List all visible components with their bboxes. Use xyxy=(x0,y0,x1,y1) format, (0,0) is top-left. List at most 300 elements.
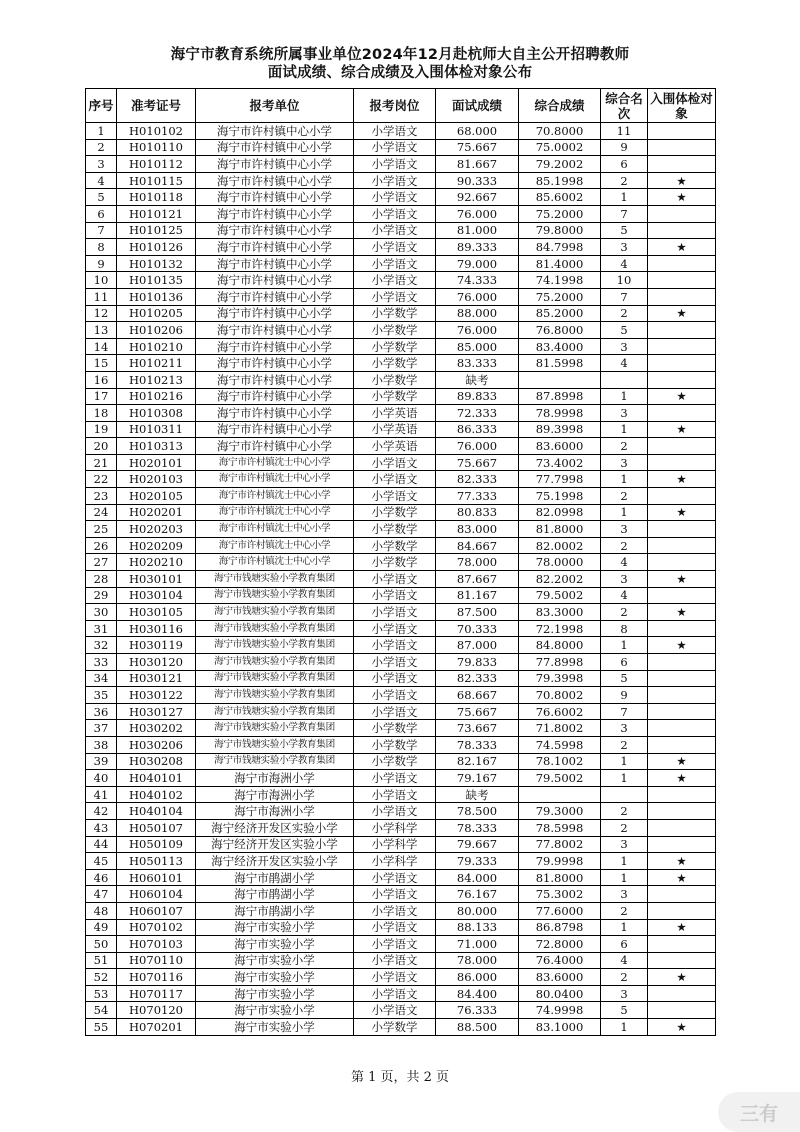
header-position: 报考岗位 xyxy=(354,89,436,123)
cell-position: 小学数学 xyxy=(354,305,436,322)
table-row xyxy=(86,454,716,471)
cell-position: 小学数学 xyxy=(354,355,436,372)
table-row xyxy=(86,687,716,704)
cell-exam-id: H010308 xyxy=(117,405,196,422)
cell-interview-score: 86.333 xyxy=(436,421,519,438)
cell-rank: 2 xyxy=(601,969,648,986)
cell-rank: 6 xyxy=(601,654,648,671)
cell-seq: 11 xyxy=(86,288,117,305)
cell-rank: 2 xyxy=(601,488,648,505)
cell-seq: 16 xyxy=(86,371,117,388)
cell-unit: 海宁经济开发区实验小学 xyxy=(196,836,354,853)
cell-rank: 2 xyxy=(601,305,648,322)
cell-unit: 海宁市钱塘实验小学教育集团 xyxy=(196,587,354,604)
cell-exam-id: H040102 xyxy=(117,786,196,803)
cell-shortlist-star xyxy=(648,1002,716,1019)
cell-interview-score: 83.000 xyxy=(436,521,519,538)
cell-exam-id: H060104 xyxy=(117,886,196,903)
cell-shortlist-star xyxy=(648,985,716,1002)
cell-rank: 1 xyxy=(601,471,648,488)
cell-total-score: 77.7998 xyxy=(519,471,601,488)
cell-position: 小学语文 xyxy=(354,919,436,936)
cell-total-score: 82.0998 xyxy=(519,504,601,521)
cell-rank: 1 xyxy=(601,189,648,206)
cell-total-score: 82.2002 xyxy=(519,571,601,588)
cell-exam-id: H060101 xyxy=(117,869,196,886)
cell-interview-score: 79.000 xyxy=(436,255,519,272)
cell-position: 小学语文 xyxy=(354,902,436,919)
table-row xyxy=(86,753,716,770)
table-row xyxy=(86,886,716,903)
cell-total-score: 84.7998 xyxy=(519,239,601,256)
cell-unit: 海宁市许村镇中心小学 xyxy=(196,172,354,189)
cell-exam-id: H030208 xyxy=(117,753,196,770)
cell-shortlist-star xyxy=(648,952,716,969)
cell-shortlist-star xyxy=(648,587,716,604)
table-row xyxy=(86,521,716,538)
cell-interview-score: 85.000 xyxy=(436,338,519,355)
cell-interview-score: 81.000 xyxy=(436,222,519,239)
cell-total-score: 85.1998 xyxy=(519,172,601,189)
cell-total-score: 76.8000 xyxy=(519,322,601,339)
cell-rank: 3 xyxy=(601,720,648,737)
cell-seq: 32 xyxy=(86,637,117,654)
cell-total-score: 87.8998 xyxy=(519,388,601,405)
cell-total-score: 83.1000 xyxy=(519,1019,601,1036)
table-row xyxy=(86,969,716,986)
cell-interview-score: 78.500 xyxy=(436,803,519,820)
cell-interview-score: 73.667 xyxy=(436,720,519,737)
cell-position: 小学语文 xyxy=(354,969,436,986)
table-header-row xyxy=(86,89,716,123)
cell-exam-id: H050107 xyxy=(117,819,196,836)
cell-interview-score: 77.333 xyxy=(436,488,519,505)
cell-shortlist-star xyxy=(648,521,716,538)
cell-position: 小学科学 xyxy=(354,853,436,870)
cell-position: 小学英语 xyxy=(354,438,436,455)
cell-exam-id: H010121 xyxy=(117,205,196,222)
cell-shortlist-star xyxy=(648,123,716,140)
table-row xyxy=(86,869,716,886)
cell-rank: 1 xyxy=(601,869,648,886)
table-row xyxy=(86,1019,716,1036)
cell-shortlist-star xyxy=(648,156,716,173)
cell-unit: 海宁市许村镇沈士中心小学 xyxy=(196,554,354,571)
cell-position: 小学语文 xyxy=(354,255,436,272)
cell-total-score: 83.4000 xyxy=(519,338,601,355)
cell-total-score: 85.2000 xyxy=(519,305,601,322)
cell-shortlist-star xyxy=(648,936,716,953)
cell-unit: 海宁市钱塘实验小学教育集团 xyxy=(196,753,354,770)
cell-total-score: 72.1998 xyxy=(519,620,601,637)
cell-unit: 海宁市钱塘实验小学教育集团 xyxy=(196,687,354,704)
cell-seq: 13 xyxy=(86,322,117,339)
cell-position: 小学语文 xyxy=(354,786,436,803)
cell-shortlist-star: ★ xyxy=(648,770,716,787)
cell-position: 小学语文 xyxy=(354,587,436,604)
cell-interview-score: 80.000 xyxy=(436,902,519,919)
cell-seq: 36 xyxy=(86,703,117,720)
cell-shortlist-star xyxy=(648,819,716,836)
cell-exam-id: H010136 xyxy=(117,288,196,305)
cell-seq: 10 xyxy=(86,272,117,289)
cell-rank: 4 xyxy=(601,255,648,272)
cell-unit: 海宁市实验小学 xyxy=(196,969,354,986)
cell-rank: 2 xyxy=(601,902,648,919)
cell-shortlist-star xyxy=(648,288,716,305)
cell-position: 小学语文 xyxy=(354,620,436,637)
table-row xyxy=(86,919,716,936)
cell-position: 小学数学 xyxy=(354,537,436,554)
cell-total-score: 79.8000 xyxy=(519,222,601,239)
cell-interview-score: 81.167 xyxy=(436,587,519,604)
table-row xyxy=(86,322,716,339)
cell-unit: 海宁市海洲小学 xyxy=(196,803,354,820)
cell-total-score: 86.8798 xyxy=(519,919,601,936)
cell-rank: 8 xyxy=(601,620,648,637)
cell-interview-score: 92.667 xyxy=(436,189,519,206)
cell-interview-score: 76.000 xyxy=(436,288,519,305)
cell-total-score: 78.1002 xyxy=(519,753,601,770)
cell-total-score: 79.5002 xyxy=(519,587,601,604)
cell-total-score: 78.9998 xyxy=(519,405,601,422)
cell-exam-id: H010115 xyxy=(117,172,196,189)
cell-position: 小学语文 xyxy=(354,239,436,256)
cell-exam-id: H010211 xyxy=(117,355,196,372)
cell-interview-score: 76.000 xyxy=(436,322,519,339)
cell-seq: 52 xyxy=(86,969,117,986)
cell-rank: 1 xyxy=(601,637,648,654)
table-row xyxy=(86,952,716,969)
cell-unit: 海宁市实验小学 xyxy=(196,1019,354,1036)
cell-seq: 30 xyxy=(86,604,117,621)
cell-seq: 44 xyxy=(86,836,117,853)
cell-interview-score: 81.667 xyxy=(436,156,519,173)
cell-position: 小学语文 xyxy=(354,803,436,820)
cell-rank: 1 xyxy=(601,504,648,521)
cell-shortlist-star: ★ xyxy=(648,753,716,770)
cell-interview-score: 68.667 xyxy=(436,687,519,704)
cell-shortlist-star xyxy=(648,654,716,671)
cell-total-score: 81.4000 xyxy=(519,255,601,272)
document-title-line-2: 面试成绩、综合成绩及入围体检对象公布 xyxy=(267,65,533,81)
table-row xyxy=(86,156,716,173)
cell-exam-id: H030202 xyxy=(117,720,196,737)
header-seq: 序号 xyxy=(86,89,117,123)
cell-unit: 海宁市鹃湖小学 xyxy=(196,869,354,886)
cell-total-score: 74.5998 xyxy=(519,736,601,753)
cell-interview-score: 88.000 xyxy=(436,305,519,322)
cell-total-score: 80.0400 xyxy=(519,985,601,1002)
table-row xyxy=(86,571,716,588)
cell-exam-id: H030122 xyxy=(117,687,196,704)
cell-unit: 海宁市许村镇中心小学 xyxy=(196,338,354,355)
cell-seq: 37 xyxy=(86,720,117,737)
cell-shortlist-star xyxy=(648,786,716,803)
cell-interview-score: 78.000 xyxy=(436,554,519,571)
cell-exam-id: H010125 xyxy=(117,222,196,239)
cell-unit: 海宁市许村镇中心小学 xyxy=(196,123,354,140)
cell-interview-score: 86.000 xyxy=(436,969,519,986)
cell-exam-id: H070103 xyxy=(117,936,196,953)
cell-exam-id: H070117 xyxy=(117,985,196,1002)
cell-position: 小学语文 xyxy=(354,488,436,505)
cell-unit: 海宁市许村镇沈士中心小学 xyxy=(196,537,354,554)
cell-exam-id: H040104 xyxy=(117,803,196,820)
cell-unit: 海宁市海洲小学 xyxy=(196,770,354,787)
cell-interview-score: 75.667 xyxy=(436,454,519,471)
cell-exam-id: H030206 xyxy=(117,736,196,753)
header-shortlist: 入围体检对象 xyxy=(648,89,716,123)
table-row xyxy=(86,720,716,737)
cell-exam-id: H050113 xyxy=(117,853,196,870)
cell-position: 小学语文 xyxy=(354,687,436,704)
cell-total-score: 70.8002 xyxy=(519,687,601,704)
cell-position: 小学数学 xyxy=(354,554,436,571)
cell-seq: 9 xyxy=(86,255,117,272)
cell-rank: 2 xyxy=(601,537,648,554)
cell-seq: 45 xyxy=(86,853,117,870)
header-interview-score: 面试成绩 xyxy=(436,89,519,123)
table-row xyxy=(86,936,716,953)
cell-exam-id: H030116 xyxy=(117,620,196,637)
cell-position: 小学语文 xyxy=(354,670,436,687)
cell-total-score: 79.3000 xyxy=(519,803,601,820)
cell-total-score: 85.6002 xyxy=(519,189,601,206)
cell-rank: 5 xyxy=(601,222,648,239)
cell-shortlist-star: ★ xyxy=(648,571,716,588)
cell-interview-score: 78.333 xyxy=(436,736,519,753)
cell-total-score: 75.3002 xyxy=(519,886,601,903)
cell-interview-score: 74.333 xyxy=(436,272,519,289)
cell-shortlist-star xyxy=(648,720,716,737)
cell-exam-id: H010205 xyxy=(117,305,196,322)
cell-unit: 海宁市许村镇中心小学 xyxy=(196,139,354,156)
cell-rank xyxy=(601,371,648,388)
cell-rank: 1 xyxy=(601,753,648,770)
table-row xyxy=(86,703,716,720)
table-row xyxy=(86,421,716,438)
cell-total-score: 81.8000 xyxy=(519,521,601,538)
cell-unit: 海宁市许村镇沈士中心小学 xyxy=(196,504,354,521)
cell-rank: 1 xyxy=(601,919,648,936)
cell-position: 小学语文 xyxy=(354,454,436,471)
cell-exam-id: H010213 xyxy=(117,371,196,388)
table-row xyxy=(86,471,716,488)
cell-interview-score: 68.000 xyxy=(436,123,519,140)
cell-seq: 33 xyxy=(86,654,117,671)
cell-total-score: 78.0000 xyxy=(519,554,601,571)
cell-shortlist-star xyxy=(648,703,716,720)
cell-seq: 31 xyxy=(86,620,117,637)
table-row xyxy=(86,239,716,256)
cell-shortlist-star: ★ xyxy=(648,305,716,322)
cell-exam-id: H010216 xyxy=(117,388,196,405)
table-row xyxy=(86,537,716,554)
cell-interview-score: 90.333 xyxy=(436,172,519,189)
cell-position: 小学语文 xyxy=(354,654,436,671)
cell-position: 小学语文 xyxy=(354,770,436,787)
cell-unit: 海宁市钱塘实验小学教育集团 xyxy=(196,654,354,671)
cell-seq: 2 xyxy=(86,139,117,156)
cell-position: 小学数学 xyxy=(354,736,436,753)
header-rank: 综合名次 xyxy=(601,89,648,123)
cell-seq: 47 xyxy=(86,886,117,903)
cell-shortlist-star xyxy=(648,222,716,239)
cell-unit: 海宁经济开发区实验小学 xyxy=(196,853,354,870)
cell-unit: 海宁市钱塘实验小学教育集团 xyxy=(196,571,354,588)
table-row xyxy=(86,985,716,1002)
cell-exam-id: H050109 xyxy=(117,836,196,853)
cell-unit: 海宁市鹃湖小学 xyxy=(196,902,354,919)
cell-unit: 海宁市钱塘实验小学教育集团 xyxy=(196,736,354,753)
cell-interview-score: 71.000 xyxy=(436,936,519,953)
floating-app-button[interactable]: 三有 xyxy=(718,1092,800,1132)
cell-rank: 4 xyxy=(601,952,648,969)
cell-total-score: 74.1998 xyxy=(519,272,601,289)
cell-unit: 海宁市许村镇中心小学 xyxy=(196,288,354,305)
cell-interview-score: 87.667 xyxy=(436,571,519,588)
cell-position: 小学语文 xyxy=(354,471,436,488)
cell-rank: 7 xyxy=(601,205,648,222)
table-row xyxy=(86,587,716,604)
cell-rank: 3 xyxy=(601,571,648,588)
page-number: 第 1 页，共 2 页 xyxy=(350,1070,450,1085)
cell-rank: 1 xyxy=(601,853,648,870)
cell-unit: 海宁市钱塘实验小学教育集团 xyxy=(196,637,354,654)
cell-seq: 6 xyxy=(86,205,117,222)
cell-unit: 海宁市实验小学 xyxy=(196,936,354,953)
cell-total-score: 72.8000 xyxy=(519,936,601,953)
cell-exam-id: H010102 xyxy=(117,123,196,140)
cell-rank: 2 xyxy=(601,736,648,753)
cell-shortlist-star: ★ xyxy=(648,388,716,405)
cell-position: 小学语文 xyxy=(354,172,436,189)
cell-unit: 海宁市许村镇中心小学 xyxy=(196,421,354,438)
cell-rank: 3 xyxy=(601,985,648,1002)
cell-seq: 41 xyxy=(86,786,117,803)
cell-position: 小学语文 xyxy=(354,985,436,1002)
cell-seq: 24 xyxy=(86,504,117,521)
cell-interview-score: 78.000 xyxy=(436,952,519,969)
cell-unit: 海宁市许村镇中心小学 xyxy=(196,388,354,405)
cell-shortlist-star: ★ xyxy=(648,172,716,189)
cell-unit: 海宁市许村镇沈士中心小学 xyxy=(196,488,354,505)
cell-exam-id: H030121 xyxy=(117,670,196,687)
cell-total-score: 75.1998 xyxy=(519,488,601,505)
cell-interview-score: 88.500 xyxy=(436,1019,519,1036)
cell-interview-score: 82.333 xyxy=(436,670,519,687)
cell-shortlist-star xyxy=(648,205,716,222)
cell-total-score: 70.8000 xyxy=(519,123,601,140)
cell-exam-id: H020201 xyxy=(117,504,196,521)
cell-position: 小学数学 xyxy=(354,521,436,538)
table-row xyxy=(86,172,716,189)
cell-interview-score: 79.167 xyxy=(436,770,519,787)
table-row xyxy=(86,902,716,919)
cell-interview-score: 83.333 xyxy=(436,355,519,372)
cell-shortlist-star: ★ xyxy=(648,504,716,521)
cell-interview-score: 76.000 xyxy=(436,205,519,222)
cell-exam-id: H070116 xyxy=(117,969,196,986)
cell-exam-id: H030119 xyxy=(117,637,196,654)
cell-total-score: 76.6002 xyxy=(519,703,601,720)
cell-shortlist-star xyxy=(648,355,716,372)
cell-shortlist-star: ★ xyxy=(648,471,716,488)
table-row xyxy=(86,637,716,654)
cell-shortlist-star xyxy=(648,322,716,339)
cell-unit: 海宁市许村镇中心小学 xyxy=(196,438,354,455)
cell-position: 小学语文 xyxy=(354,869,436,886)
cell-interview-score: 79.333 xyxy=(436,853,519,870)
cell-unit: 海宁市许村镇中心小学 xyxy=(196,189,354,206)
cell-exam-id: H020105 xyxy=(117,488,196,505)
cell-total-score: 74.9998 xyxy=(519,1002,601,1019)
cell-position: 小学语文 xyxy=(354,156,436,173)
cell-shortlist-star xyxy=(648,620,716,637)
cell-unit: 海宁市许村镇沈士中心小学 xyxy=(196,521,354,538)
cell-seq: 1 xyxy=(86,123,117,140)
cell-total-score: 76.4000 xyxy=(519,952,601,969)
cell-position: 小学数学 xyxy=(354,322,436,339)
table-row xyxy=(86,355,716,372)
cell-shortlist-star xyxy=(648,438,716,455)
cell-shortlist-star xyxy=(648,902,716,919)
cell-rank: 3 xyxy=(601,454,648,471)
cell-exam-id: H010206 xyxy=(117,322,196,339)
table-row xyxy=(86,853,716,870)
cell-exam-id: H030105 xyxy=(117,604,196,621)
cell-rank: 6 xyxy=(601,936,648,953)
cell-seq: 17 xyxy=(86,388,117,405)
cell-unit: 海宁市许村镇中心小学 xyxy=(196,222,354,239)
table-row xyxy=(86,736,716,753)
cell-seq: 42 xyxy=(86,803,117,820)
cell-total-score: 82.0002 xyxy=(519,537,601,554)
header-unit: 报考单位 xyxy=(196,89,354,123)
cell-seq: 39 xyxy=(86,753,117,770)
cell-exam-id: H010112 xyxy=(117,156,196,173)
cell-unit: 海宁经济开发区实验小学 xyxy=(196,819,354,836)
cell-rank: 2 xyxy=(601,819,648,836)
cell-seq: 28 xyxy=(86,571,117,588)
cell-seq: 4 xyxy=(86,172,117,189)
cell-exam-id: H040101 xyxy=(117,770,196,787)
cell-unit: 海宁市许村镇中心小学 xyxy=(196,239,354,256)
cell-interview-score: 88.133 xyxy=(436,919,519,936)
cell-unit: 海宁市钱塘实验小学教育集团 xyxy=(196,670,354,687)
cell-position: 小学科学 xyxy=(354,819,436,836)
cell-exam-id: H010313 xyxy=(117,438,196,455)
cell-position: 小学语文 xyxy=(354,272,436,289)
cell-position: 小学语文 xyxy=(354,604,436,621)
cell-seq: 48 xyxy=(86,902,117,919)
table-row xyxy=(86,554,716,571)
cell-interview-score: 87.500 xyxy=(436,604,519,621)
table-row xyxy=(86,786,716,803)
cell-interview-score: 72.333 xyxy=(436,405,519,422)
cell-shortlist-star xyxy=(648,405,716,422)
cell-shortlist-star xyxy=(648,371,716,388)
cell-unit: 海宁市实验小学 xyxy=(196,985,354,1002)
cell-seq: 5 xyxy=(86,189,117,206)
cell-rank: 1 xyxy=(601,1019,648,1036)
cell-position: 小学语文 xyxy=(354,288,436,305)
cell-total-score: 81.8000 xyxy=(519,869,601,886)
cell-position: 小学语文 xyxy=(354,189,436,206)
cell-total-score: 81.5998 xyxy=(519,355,601,372)
table-row xyxy=(86,139,716,156)
